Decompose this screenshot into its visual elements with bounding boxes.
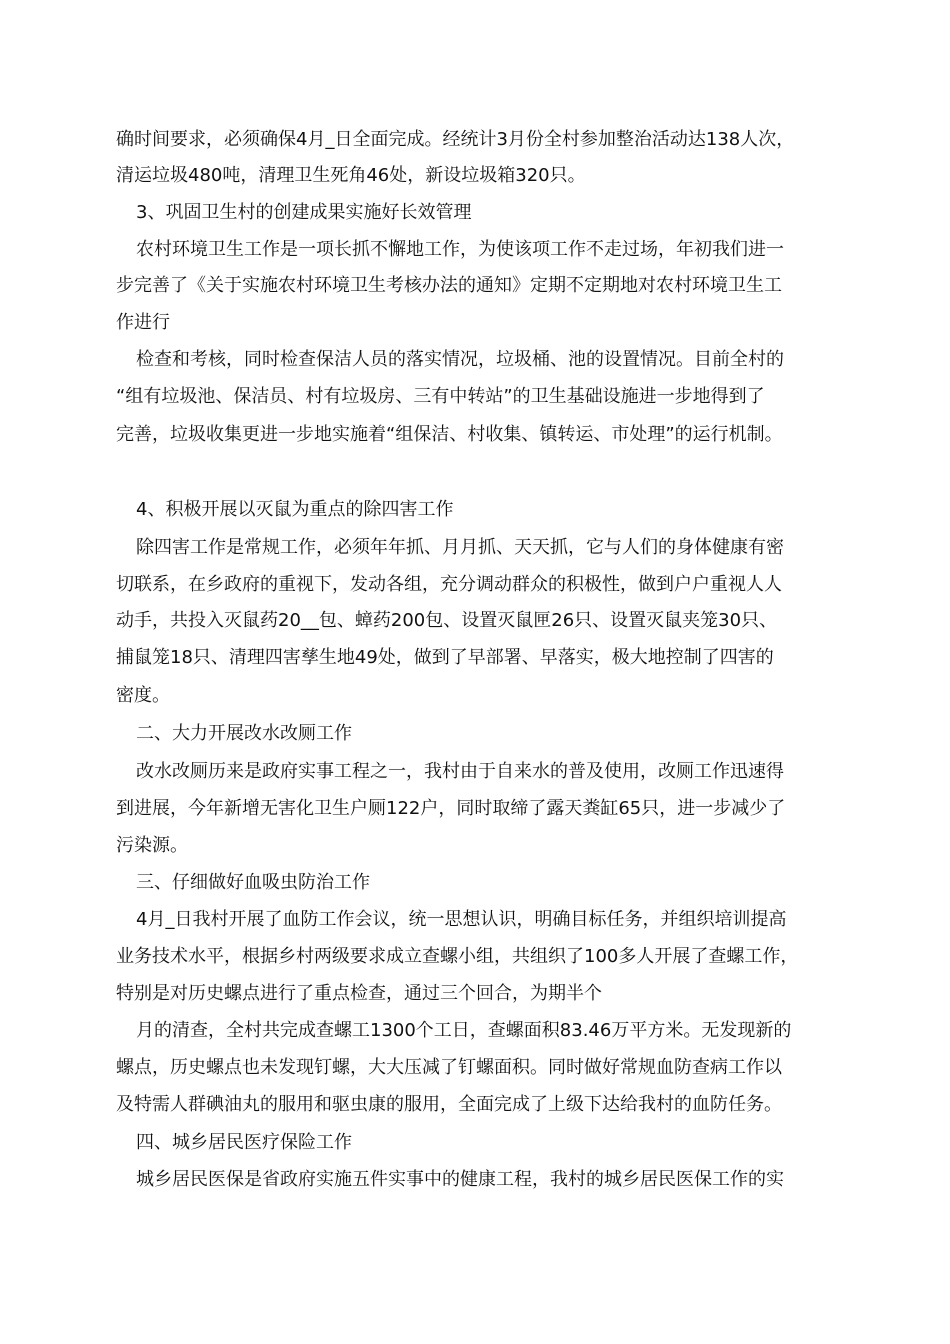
body-line: 月的清查，全村共完成查螺工1300个工日，查螺面积83.46万平方米。无发现新的	[136, 1020, 792, 1041]
body-line: 步完善了《关于实施农村环境卫生考核办法的通知》定期不定期地对农村环境卫生工	[116, 275, 782, 296]
body-line: 确时间要求，必须确保4月_日全面完成。经统计3月份全村参加整治活动达138人次，	[116, 129, 795, 150]
body-line: 及特需人群碘油丸的服用和驱虫康的服用，全面完成了上级下达给我村的血防任务。	[116, 1094, 782, 1115]
body-line: 农村环境卫生工作是一项长抓不懈地工作，为使该项工作不走过场，年初我们进一	[136, 239, 784, 260]
body-line: 捕鼠笼18只、清理四害孳生地49处，做到了早部署、早落实，极大地控制了四害的	[116, 647, 774, 668]
body-line: 完善，垃圾收集更进一步地实施着“组保洁、村收集、镇转运、市处理”的运行机制。	[116, 424, 783, 445]
section-heading: 4、积极开展以灭鼠为重点的除四害工作	[136, 499, 454, 520]
body-line: 动手，共投入灭鼠药20__包、蟑药200包、设置灭鼠匣26只、设置灭鼠夹笼30只、	[116, 610, 778, 631]
body-line: 切联系，在乡政府的重视下，发动各组，充分调动群众的积极性，做到户户重视人人	[116, 574, 782, 595]
section-heading: 3、巩固卫生村的创建成果实施好长效管理	[136, 202, 472, 223]
body-line: 特别是对历史螺点进行了重点检查，通过三个回合，为期半个	[116, 983, 602, 1004]
section-heading: 二、大力开展改水改厕工作	[136, 723, 352, 744]
body-line: “组有垃圾池、保洁员、村有垃圾房、三有中转站”的卫生基础设施进一步地得到了	[116, 386, 765, 407]
body-line: 业务技术水平，根据乡村两级要求成立查螺小组，共组织了100多人开展了查螺工作，	[116, 946, 799, 967]
body-line: 检查和考核，同时检查保洁人员的落实情况，垃圾桶、池的设置情况。目前全村的	[136, 349, 784, 370]
body-line: 作进行	[116, 312, 170, 333]
body-line: 密度。	[116, 685, 170, 706]
body-line: 除四害工作是常规工作，必须年年抓、月月抓、天天抓，它与人们的身体健康有密	[136, 537, 784, 558]
section-heading: 四、城乡居民医疗保险工作	[136, 1132, 352, 1153]
body-line: 到进展，今年新增无害化卫生户厕122户，同时取缔了露天粪缸65只，进一步减少了	[116, 798, 786, 819]
section-heading: 三、仔细做好血吸虫防治工作	[136, 872, 370, 893]
body-line: 污染源。	[116, 835, 188, 856]
body-line: 4月_日我村开展了血防工作会议，统一思想认识，明确目标任务，并组织培训提高	[136, 909, 787, 930]
body-line: 城乡居民医保是省政府实施五件实事中的健康工程，我村的城乡居民医保工作的实	[136, 1169, 784, 1190]
body-line: 螺点，历史螺点也未发现钉螺，大大压减了钉螺面积。同时做好常规血防查病工作以	[116, 1057, 782, 1078]
body-line: 清运垃圾480吨，清理卫生死角46处，新设垃圾箱320只。	[116, 165, 586, 186]
body-line: 改水改厕历来是政府实事工程之一，我村由于自来水的普及使用，改厕工作迅速得	[136, 761, 784, 782]
